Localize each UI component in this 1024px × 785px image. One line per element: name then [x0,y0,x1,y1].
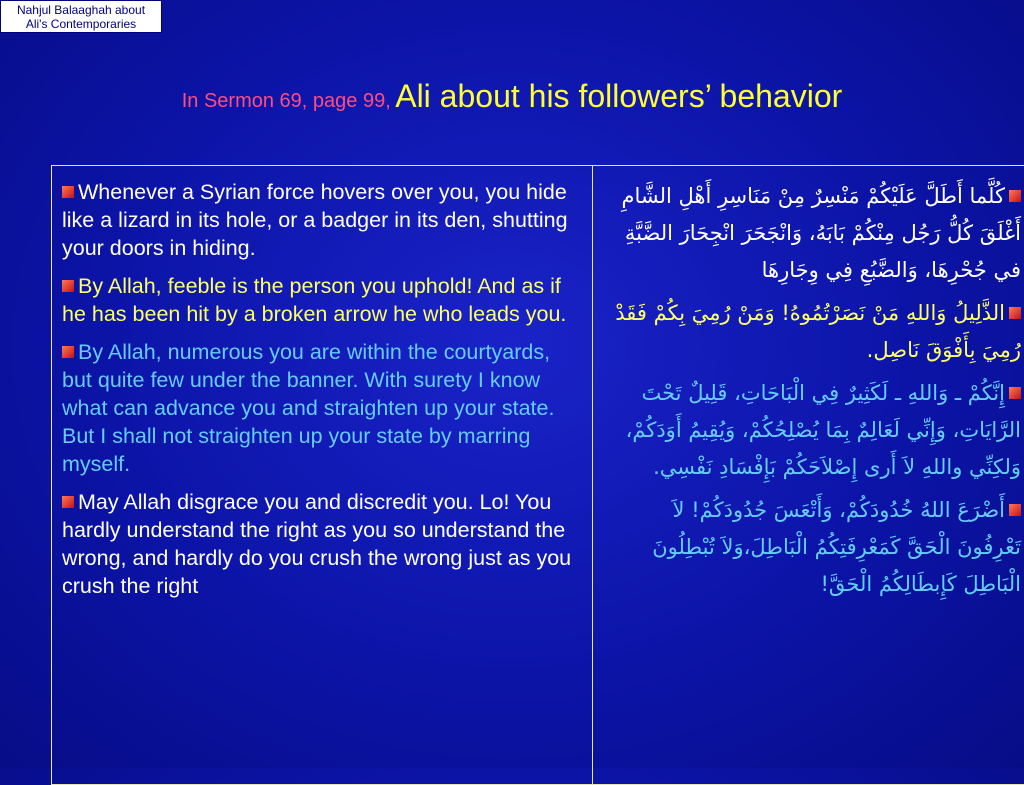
arabic-paragraph [605,375,1021,486]
english-text: May Allah disgrace you and discredit you. Lo! You hardly understand the right as you so understand the wrong, and hardly do you crush the wrong just as you crush the right [62,490,572,598]
corner-label-line1: Nahjul Balaaghah about [16,3,146,17]
arabic-paragraph [605,178,1021,289]
english-text: By Allah, feeble is the person you uphold! And as if he has been hit by a broken arrow he who leads you. [62,274,567,326]
title-main: Ali about his followers’ behavior [395,78,843,114]
bullet-icon [62,346,74,358]
english-column [52,166,593,784]
corner-label-line2: Ali's Contemporaries [25,17,137,31]
arabic-column [593,166,1024,784]
bullet-icon [1009,190,1021,202]
bullet-icon [1009,307,1021,319]
english-paragraph [62,338,584,478]
content-table [51,165,1024,785]
arabic-text: الذَّلِيلُ وَاللهِ مَنْ نَصَرْتُمُوهُ! وَمَنْ رُمِيَ بِكُمْ فَقَدْ رُمِيَ بِأَفْوَقَ نَاصِل. [615,301,1021,362]
bullet-icon [62,496,74,508]
bullet-icon [62,280,74,292]
english-text: By Allah, numerous you are within the courtyards, but quite few under the banner. With surety I know what can advance you and straighten up your state. But I shall not straighten up your state by marring myself. [62,340,555,476]
bullet-icon [1009,387,1021,399]
english-text: Whenever a Syrian force hovers over you, you hide like a lizard in its hole, or a badger in its den, shutting your doors in hiding. [62,180,568,260]
english-paragraph [62,178,584,262]
bullet-icon [62,186,74,198]
english-paragraph [62,272,584,328]
title-prefix: In Sermon 69, page 99, [181,90,391,112]
arabic-paragraph [605,492,1021,603]
arabic-text: كُلَّما أَطَلَّ عَلَيْكُمْ مَنْسِرٌ مِنْ مَنَاسِرِ أَهْلِ الشَّامِ أَغْلَقَ كُلُّ رَجُل مِنْكُمْ بَابَهُ، وَانْجَحَرَ انْجِحَارَ الضَّبَّةِ في جُحْرِهَا، وَالضَّبُعِ فِي وِجَارِهَا [621,184,1021,282]
arabic-text: أَضْرَعَ اللهُ خُدُودَكُمْ، وَأَتْعَسَ جُدُودَكُمْ! لاَ تَعْرِفُونَ الْحَقَّ كَمَعْرِفَتِكُمُ الْبَاطِلَ،وَلاَ تُبْطِلُونَ الْبَاطِلَ كَإِبطَالِكُمُ الْحَقَّ! [652,498,1021,596]
english-paragraph [62,488,584,600]
slide-title [0,78,1024,115]
arabic-paragraph [605,295,1021,369]
slide-corner-label [0,0,162,33]
arabic-text: إِنَّكُمْ ـ وَاللهِ ـ لَكَثِيرٌ فِي الْبَاحَاتِ، قَلِيلٌ تَحْتَ الرَّايَاتِ، وَإِنِّي لَعَالِمٌ بِمَا يُصْلِحُكُمْ، وَيُقِيمُ أَوَدَكُمْ، وَلكِنِّي واللهِ لاَ أَرى إِصْلاَحَكُمْ بَإِفْسَادِ نَفْسِي. [625,381,1021,479]
bullet-icon [1009,504,1021,516]
